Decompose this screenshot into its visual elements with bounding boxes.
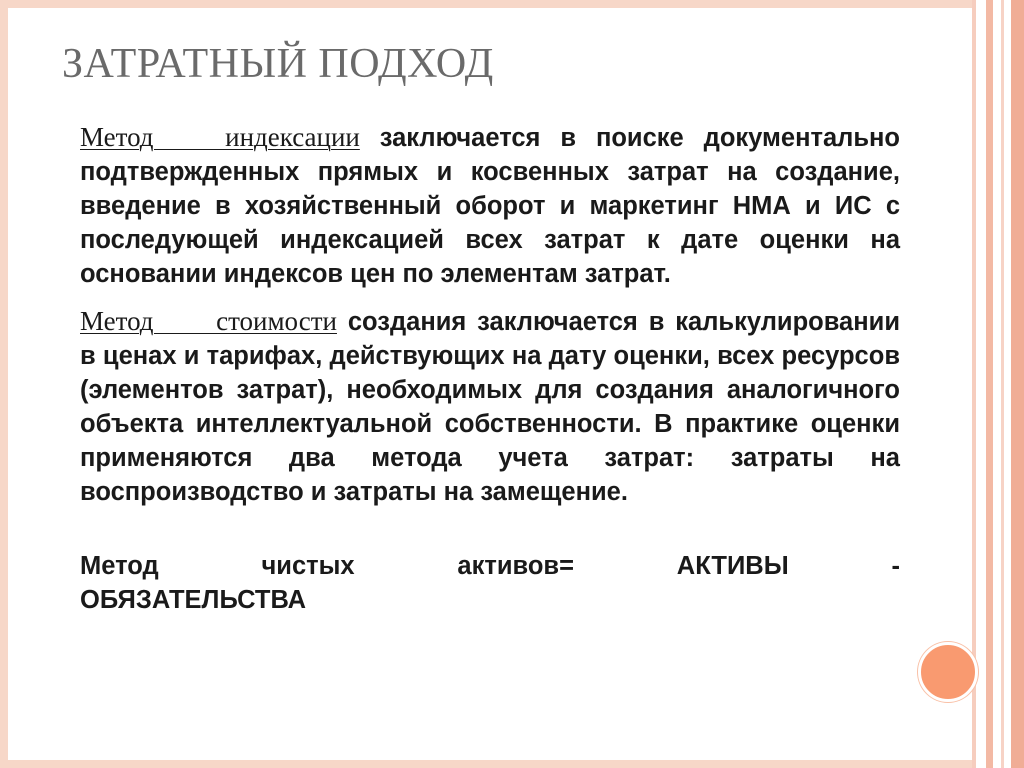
top-border [0, 0, 972, 8]
right-stripe-2 [986, 0, 993, 768]
paragraph-body: заключается в поиске документально подтвержденных прямых и косвенных затрат на создание, введение в хозяйственный оборот и маркетинг НМА и ИС с последующей индексацией всех затрат к дате оценки на основании индексов цен по элементам затрат. [80, 124, 900, 288]
slide-title: ЗАТРАТНЫЙ ПОДХОД [62, 41, 494, 87]
paragraph-lead: Метод стоимости [80, 306, 337, 336]
right-stripe-3 [1001, 0, 1004, 768]
right-stripe-4 [1011, 0, 1024, 768]
bottom-border [0, 760, 972, 768]
paragraph-cost-method [80, 304, 900, 509]
paragraph-lead: Метод индексации [80, 122, 360, 152]
formula-line-1: Метод чистых активов= АКТИВЫ - [80, 552, 900, 580]
left-border [0, 0, 8, 768]
right-stripe-1 [972, 0, 976, 768]
paragraph-indexation-method [80, 120, 900, 291]
net-assets-formula [80, 549, 900, 617]
slide-content [80, 120, 900, 643]
paragraph-body: создания заключается в калькулировании в ценах и тарифах, действующих на дату оценки, всех ресурсов (элементов затрат), необходимых для создания аналогичного объекта интеллектуальной собственности. В практике оценки применяются два метода учета затрат: затраты на воспроизводство и затраты на замещение. [80, 308, 900, 506]
formula-line-2: ОБЯЗАТЕЛЬСТВА [80, 586, 307, 614]
decorative-circle [918, 642, 978, 702]
